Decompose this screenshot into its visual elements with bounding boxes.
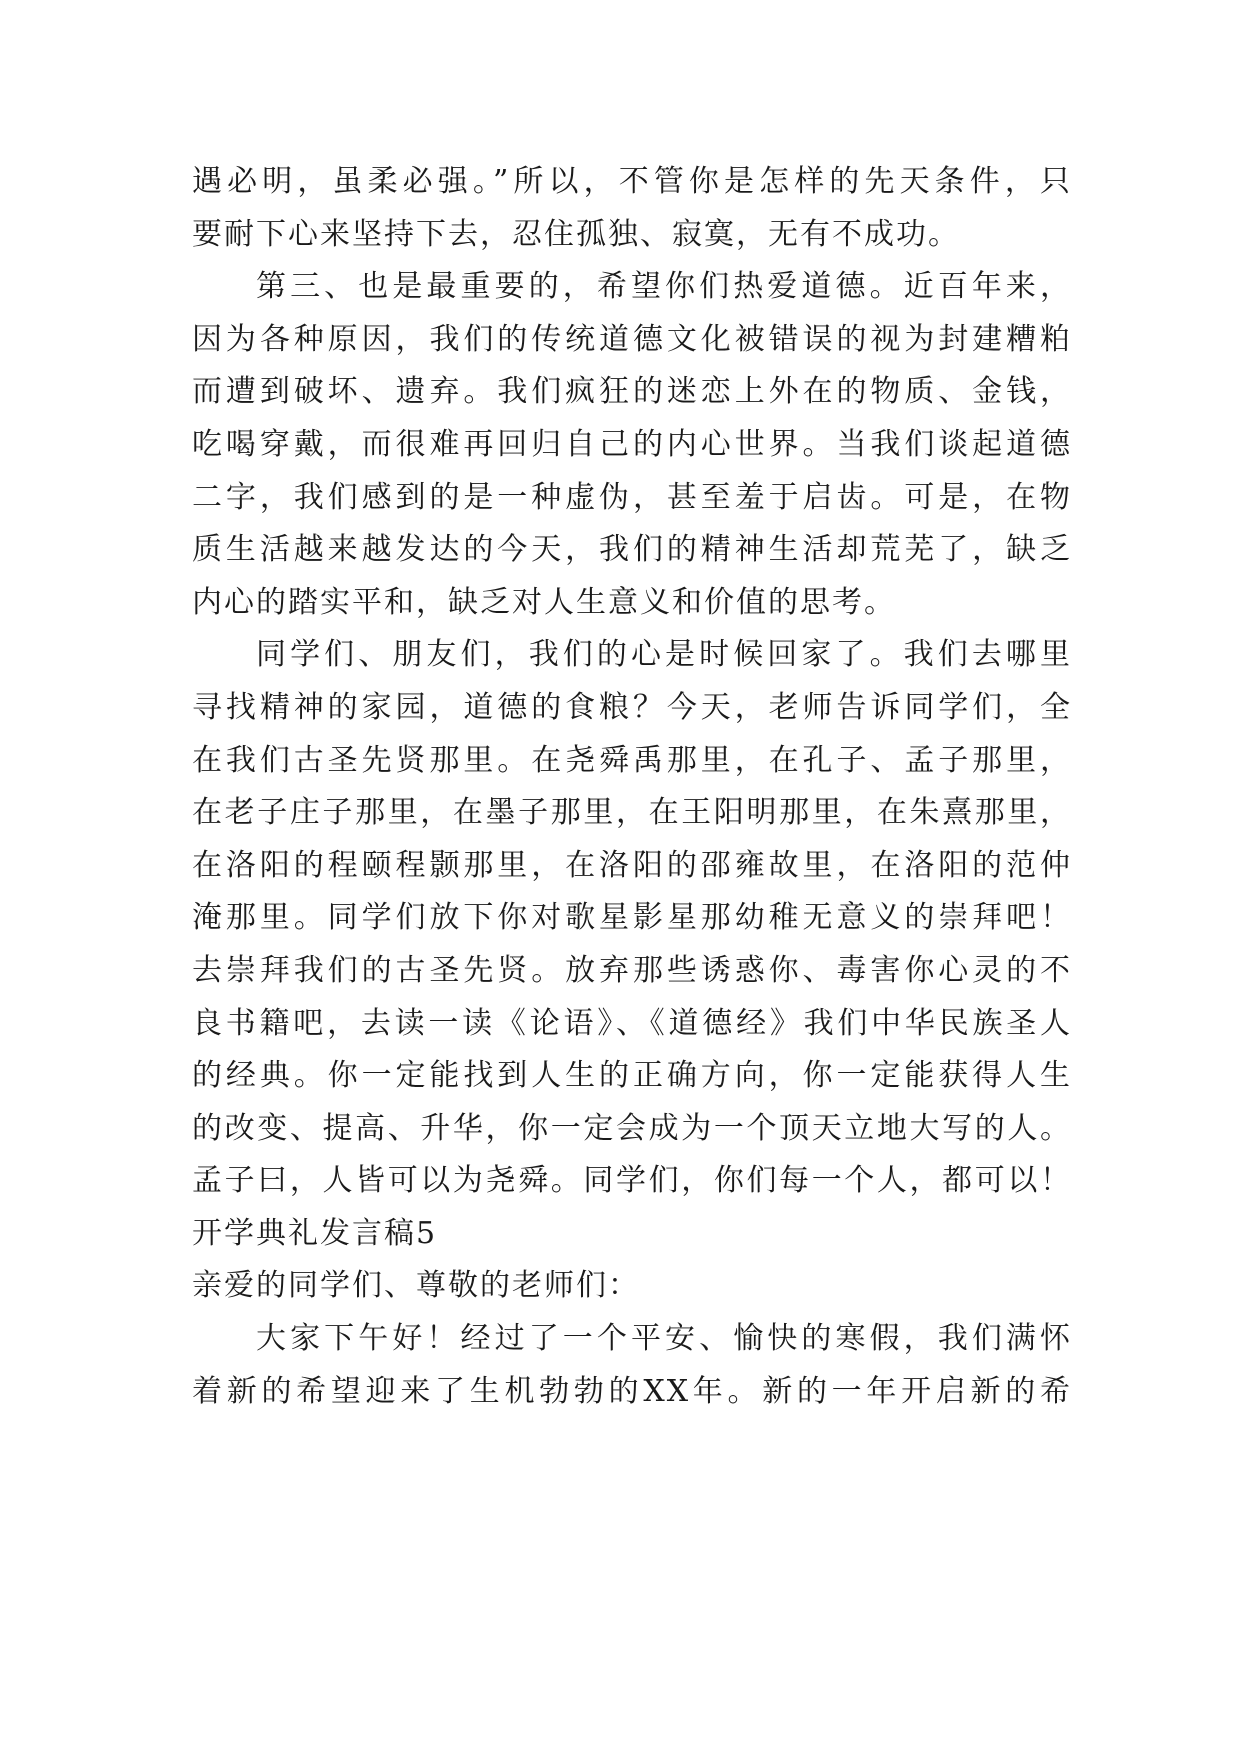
text-line: 在洛阳的程颐程颢那里，在洛阳的邵雍故里，在洛阳的范仲 — [192, 847, 1072, 883]
text-line: 因为各种原因，我们的传统道德文化被错误的视为封建糟粕 — [192, 321, 1072, 357]
document-body — [192, 156, 1072, 1418]
text-line: 着新的希望迎来了生机勃勃的XX年。新的一年开启新的希 — [192, 1373, 1072, 1409]
text-line: 要耐下心来坚持下去，忍住孤独、寂寞，无有不成功。 — [192, 216, 960, 252]
text-line: 去崇拜我们的古圣先贤。放弃那些诱惑你、毒害你心灵的不 — [192, 952, 1072, 988]
text-line: 亲爱的同学们、尊敬的老师们： — [192, 1268, 640, 1304]
text-line: 内心的踏实平和，缺乏对人生意义和价值的思考。 — [192, 584, 896, 620]
text-line: 良书籍吧，去读一读《论语》、《道德经》我们中华民族圣人 — [192, 1005, 1072, 1041]
text-line: 开学典礼发言稿5 — [192, 1215, 438, 1251]
text-line: 的经典。你一定能找到人生的正确方向，你一定能获得人生 — [192, 1058, 1072, 1094]
text-line: 寻找精神的家园，道德的食粮？今天，老师告诉同学们，全 — [192, 689, 1072, 725]
text-line: 遇必明，虽柔必强。”所以，不管你是怎样的先天条件，只 — [192, 164, 1072, 199]
text-line: 大家下午好！经过了一个平安、愉快的寒假，我们满怀 — [256, 1321, 1072, 1357]
text-line: 在我们古圣先贤那里。在尧舜禹那里，在孔子、孟子那里， — [192, 742, 1072, 778]
text-line: 淹那里。同学们放下你对歌星影星那幼稚无意义的崇拜吧！ — [192, 900, 1072, 936]
text-line: 质生活越来越发达的今天，我们的精神生活却荒芜了，缺乏 — [192, 532, 1072, 568]
text-line: 第三、也是最重要的，希望你们热爱道德。近百年来， — [256, 269, 1072, 305]
text-line: 在老子庄子那里，在墨子那里，在王阳明那里，在朱熹那里， — [192, 795, 1072, 831]
text-line: 孟子曰，人皆可以为尧舜。同学们，你们每一个人，都可以！ — [192, 1163, 1072, 1199]
text-line: 的改变、提高、升华，你一定会成为一个顶天立地大写的人。 — [192, 1110, 1072, 1146]
text-line: 同学们、朋友们，我们的心是时候回家了。我们去哪里 — [256, 637, 1072, 673]
text-line: 而遭到破坏、遗弃。我们疯狂的迷恋上外在的物质、金钱， — [192, 374, 1072, 410]
text-line: 吃喝穿戴，而很难再回归自己的内心世界。当我们谈起道德 — [192, 426, 1072, 462]
text-line: 二字，我们感到的是一种虚伪，甚至羞于启齿。可是，在物 — [192, 479, 1072, 515]
